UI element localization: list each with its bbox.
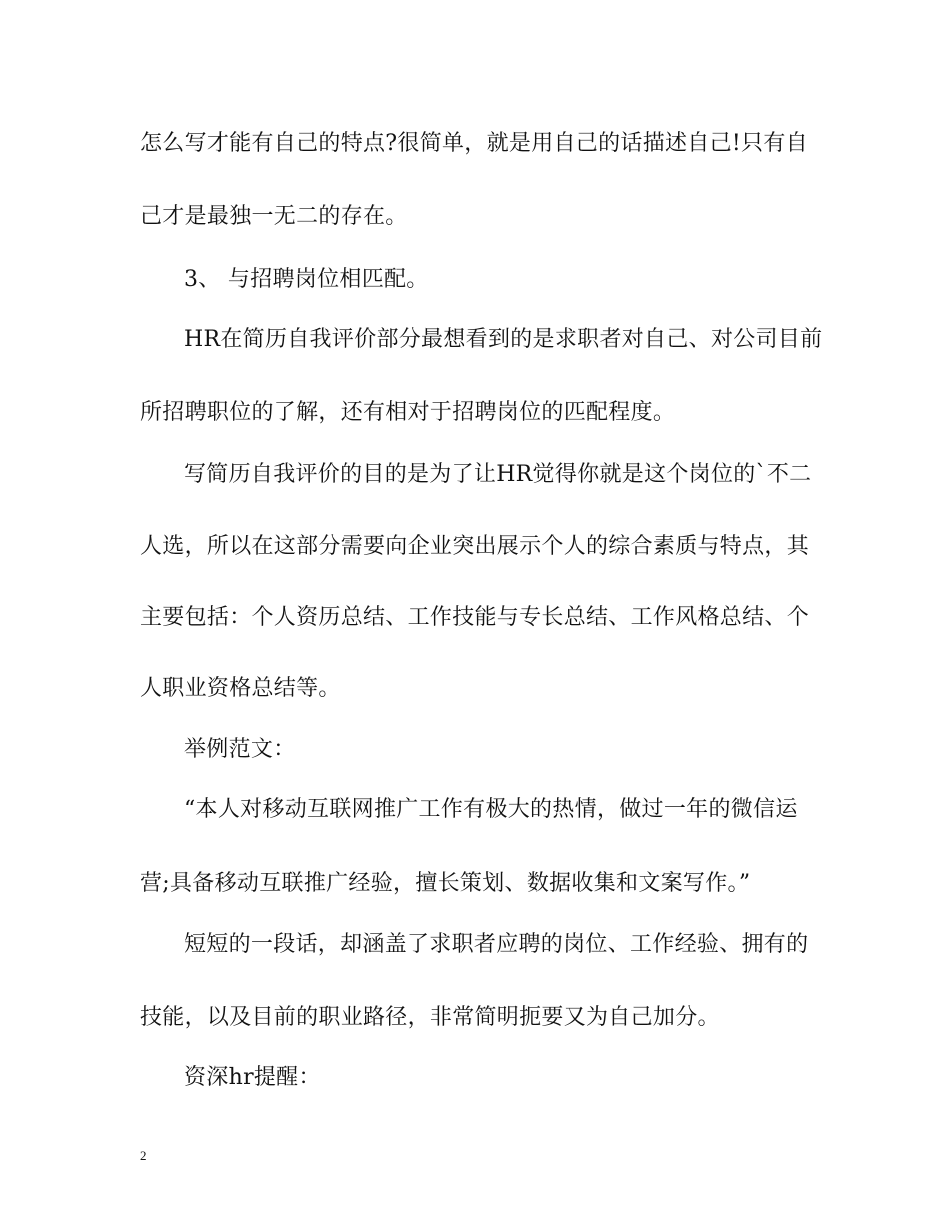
quote-line: “本人对移动互联网推广工作有极大的热情，做过一年的微信运 [184, 797, 798, 822]
quote-line: 营;具备移动互联推广经验，擅长策划、数据收集和文案写作。” [140, 871, 751, 896]
page-number: 2 [140, 1148, 147, 1163]
paragraph-line: 怎么写才能有自己的特点?很简单，就是用自己的话描述自己!只有自 [140, 131, 808, 156]
section-heading: 3、 与招聘岗位相匹配。 [184, 267, 429, 292]
paragraph-line: 写简历自我评价的目的是为了让HR觉得你就是这个岗位的`不二 [184, 462, 812, 487]
paragraph-line: 主要包括：个人资历总结、工作技能与专长总结、工作风格总结、个 [140, 605, 810, 630]
paragraph-line: HR在简历自我评价部分最想看到的是求职者对自己、对公司目前 [184, 327, 823, 352]
paragraph-line: 人职业资格总结等。 [140, 676, 341, 701]
paragraph-line: 技能，以及目前的职业路径，非常简明扼要又为自己加分。 [140, 1005, 720, 1030]
paragraph-line: 短短的一段话，却涵盖了求职者应聘的岗位、工作经验、拥有的 [184, 932, 809, 957]
paragraph-line: 己才是最独一无二的存在。 [140, 204, 408, 229]
paragraph-line: 人选，所以在这部分需要向企业突出展示个人的综合素质与特点，其 [140, 534, 810, 559]
paragraph-line: 所招聘职位的了解，还有相对于招聘岗位的匹配程度。 [140, 400, 676, 425]
tip-heading: 资深hr提醒： [184, 1065, 321, 1090]
example-label: 举例范文： [184, 737, 296, 762]
